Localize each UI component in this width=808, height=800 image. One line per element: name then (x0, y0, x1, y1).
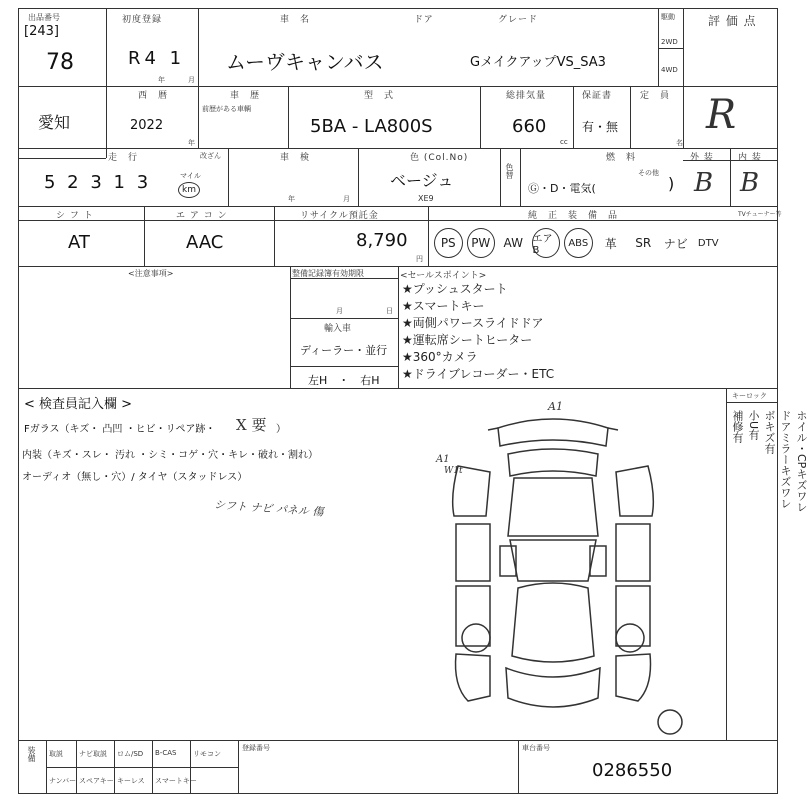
col-divider (658, 8, 659, 86)
inspector-title: < 検査員記入欄 > (24, 397, 133, 412)
handwritten-note: シフト ナビ パネル 傷 (213, 498, 324, 519)
equipment-item: エアB (532, 228, 561, 258)
month-small: 月 (336, 307, 343, 315)
keylock-label: キーロック (732, 392, 767, 400)
score-label: 評 価 点 (708, 14, 757, 28)
seireki-value: 2022 (130, 118, 164, 133)
rear-left-fender (453, 466, 490, 516)
sales-point: ★プッシュスタート (402, 282, 508, 296)
col-divider (500, 148, 501, 206)
caution-label: <注意事項> (128, 269, 174, 278)
equip-label: 純 正 装 備 品 (528, 211, 619, 221)
ac-label: エ ア コ ン (176, 211, 228, 221)
row-divider (46, 767, 238, 768)
col-divider (114, 740, 115, 794)
footer-item: 取説 (49, 750, 63, 758)
equipment-item: AW (503, 236, 523, 250)
dealer-label: ディーラー・並行 (300, 344, 388, 357)
recycle-label: リサイクル預託金 (300, 211, 379, 221)
col-divider (290, 266, 291, 388)
year-small: 年 (288, 195, 295, 203)
col-divider (520, 148, 521, 206)
warranty-value: 有・無 (582, 120, 619, 134)
right-note: ホイル・CPキズワレ (795, 410, 808, 513)
warranty-label: 保証書 (582, 91, 613, 101)
sales-point: ★ドライブレコーダー・ETC (402, 367, 555, 381)
mileage-label: 走 行 (108, 153, 139, 163)
color-code: XE9 (418, 194, 434, 203)
color-change-label: 色替 (505, 163, 514, 179)
year-small: 年 (188, 139, 195, 147)
row-divider (726, 402, 778, 403)
mile-unit: マイル (180, 172, 201, 180)
exterior-value: B (694, 168, 714, 198)
row-divider (290, 366, 398, 367)
diagram-mark-top: A1 (548, 400, 563, 413)
row-divider (18, 388, 778, 389)
lot-number: 78 (46, 50, 74, 75)
col-divider (573, 86, 574, 148)
col-divider (76, 740, 77, 794)
diagram-mark-left2: W1t (444, 466, 463, 476)
equipment-item: DTV (697, 237, 719, 249)
recycle-value: 8,790 (356, 230, 408, 251)
car-damage-diagram (428, 406, 678, 736)
chassis-value: 0286550 (592, 760, 673, 781)
prefecture: 愛知 (38, 113, 71, 132)
footer-item: ナンバー (49, 777, 77, 785)
inspection-label: 車 検 (280, 153, 311, 163)
footer-item: リモコン (193, 750, 221, 758)
col-divider (630, 86, 631, 148)
lot-label: 出品番号 (28, 13, 60, 22)
col-divider (480, 86, 481, 148)
sales-point: ★360°カメラ (402, 350, 478, 364)
interior-value: B (740, 168, 760, 198)
right-note: ボキズ有 (763, 410, 776, 454)
month-small: 月 (188, 76, 195, 84)
month-small: 月 (343, 195, 350, 203)
equipment-item: SR (635, 236, 652, 250)
type-value: 5BA - LA800S (310, 116, 433, 137)
shift-value: AT (68, 232, 90, 253)
col-divider (274, 206, 275, 266)
left-rear-door (456, 524, 490, 581)
footer-item: スマートキー (155, 777, 197, 785)
equipment-item: 革 (604, 236, 617, 251)
col-divider (358, 148, 359, 206)
row-divider (18, 206, 778, 207)
vehicle-equip-label: 装備 (27, 746, 36, 762)
col-divider (683, 8, 684, 148)
col-divider (198, 8, 199, 86)
right-note: 補修有 (731, 410, 744, 443)
valid-label: 整備記録簿有効期限 (292, 269, 364, 278)
col-divider (238, 740, 239, 794)
km-unit: km (178, 182, 200, 198)
row-divider (290, 318, 398, 319)
fuel-value: Ⓖ・D・電気( (528, 182, 596, 195)
year-small: 年 (158, 76, 165, 84)
front-bumper-shape (506, 668, 600, 707)
footer-item: ナビ取説 (79, 750, 107, 758)
lot-bracket: [243] (24, 24, 59, 39)
steering-label: 左H ・ 右H (308, 374, 380, 387)
drive-2wd: 2WD (661, 38, 678, 46)
col-divider (152, 740, 153, 794)
ac-value: AAC (186, 232, 224, 253)
equipment-item: ABS (564, 228, 593, 258)
col-divider (428, 206, 429, 266)
row-divider (18, 86, 778, 87)
rear-bumper-shape (498, 419, 608, 446)
footer-item: キーレス (117, 777, 145, 785)
history-label: 車 歴 (230, 91, 261, 101)
sales-point: ★スマートキー (402, 299, 485, 313)
inspector-line3: オーディオ（無し・穴）/ タイヤ（スタッドレス） (22, 472, 248, 483)
grade-label: グレード (498, 15, 539, 25)
right-notes (730, 410, 808, 740)
diagram-mark-left1: A1 (436, 454, 450, 465)
col-divider (198, 86, 199, 148)
first-reg-label: 初度登録 (122, 15, 163, 25)
hood-shape (512, 583, 594, 662)
inspector-line1: Fガラス（キズ・ 凸凹 ・ヒビ・リペア跡・ (24, 424, 216, 435)
inspector-line2: 内装（キズ・スレ・ 汚れ ・シミ・コゲ・穴・キレ・破れ・割れ） (22, 450, 319, 461)
interior-label: 内 装 (738, 153, 762, 163)
left-front-door (456, 586, 490, 646)
windshield-shape (510, 540, 596, 581)
sales-point: ★運転席シートヒーター (402, 333, 533, 347)
model-label: 車 名 (280, 15, 311, 25)
footer-item: B-CAS (155, 749, 177, 757)
col-divider (228, 148, 229, 206)
tv-tuner-label: TVチューナー等 (738, 211, 782, 218)
row-divider (18, 158, 106, 159)
fuel-other: その他 (638, 169, 659, 177)
col-divider (144, 206, 145, 266)
points-label: <セールスポイント> (400, 271, 487, 281)
rear-window-shape (508, 449, 598, 476)
col-divider (398, 266, 399, 388)
capacity-label: 定 員 (640, 91, 671, 101)
first-reg-value: R4 1 (128, 48, 186, 69)
rear-right-fender (616, 466, 653, 516)
recycle-unit: 円 (416, 255, 423, 263)
capacity-unit: 名 (676, 139, 683, 147)
sales-point: ★両側パワースライドドア (402, 316, 544, 330)
import-label: 輸入車 (324, 324, 352, 334)
door-label: ドア (414, 15, 434, 25)
car-name: ムーヴキャンバス (226, 50, 384, 74)
type-label: 型 式 (364, 91, 395, 101)
fuel-close: ) (668, 174, 675, 193)
register-label: 登録番号 (242, 744, 270, 752)
right-front-wheel (616, 624, 644, 652)
history-sub: 前歴がある車輌 (202, 105, 251, 113)
col-divider (518, 740, 519, 794)
front-left-fender (456, 654, 491, 701)
equipment-item: PS (434, 228, 463, 258)
roof-shape (508, 478, 598, 536)
grade-value: GメイクアップVS_SA3 (470, 55, 606, 70)
color-label: 色 (Col.No) (410, 153, 469, 163)
left-front-wheel (462, 624, 490, 652)
col-divider (726, 388, 727, 740)
col-divider (106, 8, 107, 158)
col-divider (730, 148, 731, 206)
front-right-fender (616, 654, 651, 701)
mileage-value: 5 2 3 1 3 (44, 172, 152, 193)
row-divider (18, 148, 683, 149)
right-front-door (616, 586, 650, 646)
drive-label: 駆動 (661, 13, 675, 21)
col-divider (288, 86, 289, 148)
exterior-label: 外 装 (690, 153, 714, 163)
right-note: ドアミラーキズワレ (779, 410, 792, 509)
footer-item: スペアキー (79, 777, 114, 785)
score-value: R (706, 92, 737, 138)
equipment-item: PW (467, 228, 496, 258)
cc-value: 660 (512, 116, 547, 137)
drive-4wd: 4WD (661, 66, 678, 74)
col-divider (46, 740, 47, 794)
day-small: 日 (386, 307, 393, 315)
seireki-label: 西 暦 (138, 91, 169, 101)
col-divider (190, 740, 191, 794)
drive-divider (658, 48, 683, 49)
footer-item: ロム/SD (117, 750, 144, 758)
sales-points (402, 281, 554, 383)
right-rear-door (616, 524, 650, 581)
shift-label: シ フ ト (56, 211, 94, 221)
cc-unit: cc (560, 138, 568, 146)
row-divider (18, 740, 778, 741)
mileage-sub: 改ざん (200, 152, 221, 160)
inspector-line1-mark: X 要 (236, 416, 267, 434)
right-note: 小U有 (747, 410, 760, 441)
auction-sheet (18, 8, 808, 794)
color-value: ベージュ (390, 171, 454, 190)
inspector-line1-end: ） (276, 424, 286, 435)
row-sub-divider (18, 220, 778, 221)
equipment-item: ナビ (663, 236, 688, 251)
cc-label: 総排気量 (506, 91, 547, 101)
fuel-label: 燃 料 (606, 153, 637, 163)
chassis-label: 車台番号 (522, 744, 550, 752)
